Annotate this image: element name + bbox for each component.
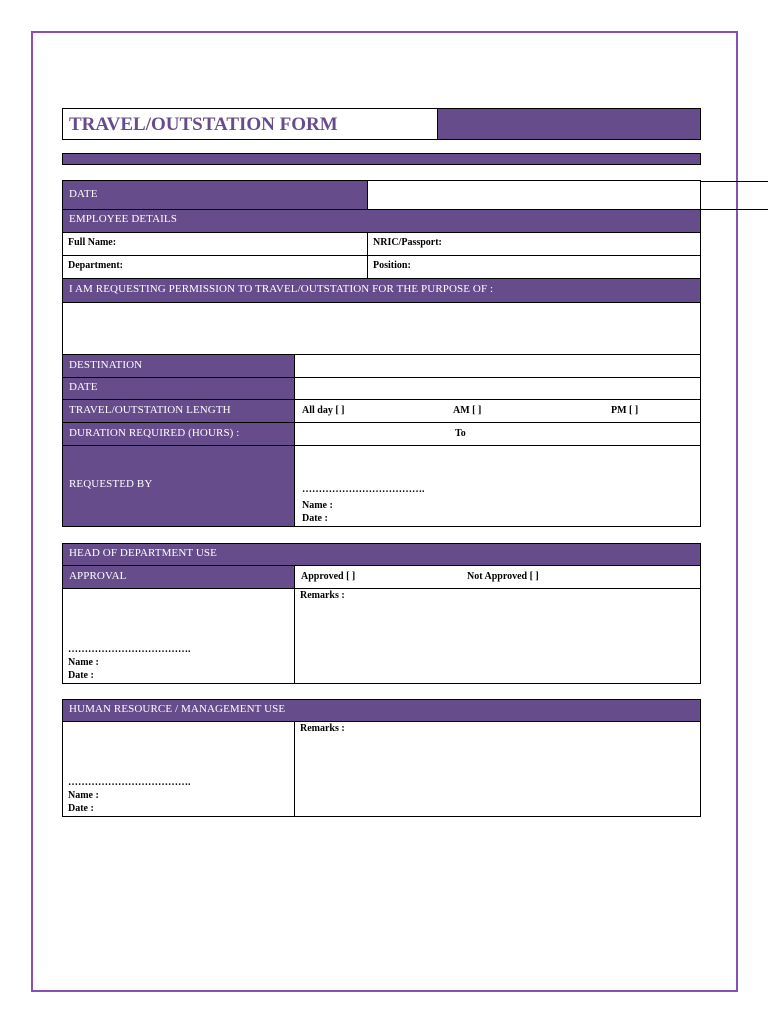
hr-remarks-input[interactable] bbox=[295, 736, 700, 816]
date2-label: DATE bbox=[69, 381, 98, 393]
not-approved-checkbox[interactable]: Not Approved [ ] bbox=[467, 571, 539, 582]
employee-details-label: EMPLOYEE DETAILS bbox=[69, 213, 177, 225]
hr-date-label: Date : bbox=[68, 803, 94, 814]
requested-by-label: REQUESTED BY bbox=[69, 478, 153, 490]
department-label: Department: bbox=[68, 260, 123, 271]
date-input[interactable] bbox=[368, 181, 700, 209]
date-extension-line-top bbox=[701, 181, 768, 182]
length-label: TRAVEL/OUTSTATION LENGTH bbox=[69, 404, 231, 416]
requested-signature-line: ………………………………. bbox=[302, 484, 425, 495]
pm-checkbox[interactable]: PM [ ] bbox=[611, 405, 639, 416]
divider-bar bbox=[62, 153, 701, 165]
duration-label: DURATION REQUIRED (HOURS) : bbox=[69, 427, 240, 439]
purpose-textarea[interactable] bbox=[63, 303, 700, 354]
destination-input[interactable] bbox=[295, 355, 700, 377]
destination-label: DESTINATION bbox=[69, 359, 143, 371]
requested-date-label: Date : bbox=[302, 513, 328, 524]
hod-signature-line: ………………………………. bbox=[68, 644, 191, 655]
approval-label: APPROVAL bbox=[69, 570, 127, 582]
to-label: To bbox=[455, 428, 466, 439]
hod-date-label: Date : bbox=[68, 670, 94, 681]
hr-title: HUMAN RESOURCE / MANAGEMENT USE bbox=[69, 703, 286, 715]
hod-title: HEAD OF DEPARTMENT USE bbox=[69, 547, 217, 559]
form-title: TRAVEL/OUTSTATION FORM bbox=[69, 114, 338, 135]
hr-signature-line: ………………………………. bbox=[68, 777, 191, 788]
nric-label: NRIC/Passport: bbox=[373, 237, 442, 248]
date2-input[interactable] bbox=[295, 378, 700, 399]
date-extension-line-bottom bbox=[701, 209, 768, 210]
date-header-cell bbox=[63, 181, 367, 209]
date-label: DATE bbox=[69, 188, 98, 200]
hod-name-label: Name : bbox=[68, 657, 99, 668]
hod-remarks-input[interactable] bbox=[295, 602, 700, 682]
title-accent-block bbox=[437, 109, 700, 139]
hod-remarks-label: Remarks : bbox=[300, 590, 345, 601]
all-day-checkbox[interactable]: All day [ ] bbox=[302, 405, 345, 416]
requested-name-label: Name : bbox=[302, 500, 333, 511]
hr-remarks-label: Remarks : bbox=[300, 723, 345, 734]
request-purpose-label: I AM REQUESTING PERMISSION TO TRAVEL/OUTSTATION FOR THE PURPOSE OF : bbox=[69, 283, 494, 295]
position-label: Position: bbox=[373, 260, 411, 271]
hr-name-label: Name : bbox=[68, 790, 99, 801]
approved-checkbox[interactable]: Approved [ ] bbox=[301, 571, 356, 582]
full-name-label: Full Name: bbox=[68, 237, 117, 248]
am-checkbox[interactable]: AM [ ] bbox=[453, 405, 482, 416]
